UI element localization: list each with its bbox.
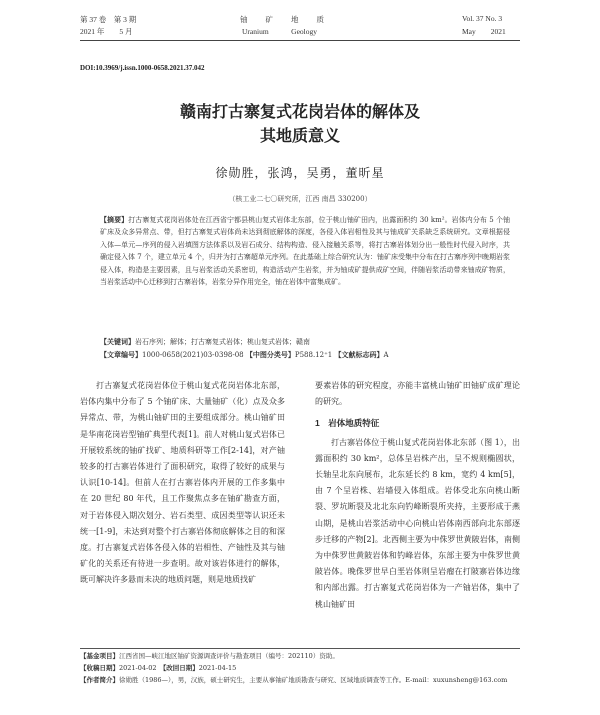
received-date: 2021-04-02 [119,664,157,672]
intro-continuation: 要素岩体的研究程度，亦能丰富桃山铀矿田铀矿成矿理论的研究。 [315,381,520,407]
section-heading-1: 1 岩体地质特征 [315,418,380,429]
revised-label: 【改回日期】 [162,664,199,672]
section-1-paragraph: 打古寨岩体位于桃山复式花岗岩体北东部（图 1），出露面积约 30 km²，总体呈岩株产出，呈不规则椭圆状，长轴呈北东向展布，北东延长约 8 km，宽约 4 km[5]，由 7 个呈岩株、岩墙侵入体组成。岩体受北东向桃山断裂、罗坑断裂及北北东向钓峰断裂所夹持，主要形成于燕山期，是桃山岩浆活动中心向桃山岩体南西部向北东部逐步迁移的产物[2]。北西侧主要为中侏罗世黄陂岩体，南侧为中侏罗世黄陂岩体和钓峰岩体，东部主要为中侏罗世黄陂岩体。晚侏罗世早白垩岩体则呈岩瘤在打陂寨岩体边缘和内部出露。打古寨复式花岗岩体为一产铀岩体，集中了桃山铀矿田 [315,437,520,609]
author-bio-label: 【作者简介】 [80,676,119,684]
keywords [100,336,510,348]
keywords-text: 岩石序列；解体；打古寨复式岩体；桃山复式岩体；赣南 [135,338,310,346]
clc-label: 【中图分类号】 [245,350,295,359]
received-label: 【收稿日期】 [80,664,119,672]
article-number-label: 【文章编号】 [100,350,142,359]
body-right-column [315,378,520,613]
title-line-2: 其地质意义 [259,126,340,145]
keywords-label: 【关键词】 [100,337,135,346]
footnote-fund [80,651,520,662]
revised-date: 2021-04-15 [198,664,237,672]
article-number: 1000-0658(2021)03-0398-08 [142,351,244,359]
clc-number: P588.12⁺1 [294,351,333,359]
footnote-dates [80,663,520,674]
header-volume: 第 37 卷 第 3 期 [80,15,137,24]
body-left-column [80,378,285,589]
header-date: 2021 年 5 月 [80,27,133,36]
header-volume-en: Vol. 37 No. 3 [462,14,503,23]
authors: 徐勋胜，张鸿，吴勇，董昕星 [215,166,385,180]
abstract-text: 打古寨复式花岗岩体处在江西省宁都县桃山复式岩体北东部，位于桃山铀矿田内，出露面积约 30 km²。岩体内分布 5 个铀矿床及众多异常点、带，但打古寨复式岩体尚未达到彻底解体的深度，各侵入体岩相性及其与铀成矿关系缺乏系统研究。文章根据侵入体—单元—序列的侵入岩填图方法体系以及岩石成分、结构构造、侵入接触关系等，将打古寨岩体划分出一般性时代侵入时序，共确定侵入体 7 个，建立单元 4 个，归并为打古寨超单元序列。在此基础上综合研究认为：铀矿床受集中分布在打古寨序列中晚期岩浆侵入体，构造是主要因素，且与岩浆活动关系密切，构造活动产生岩浆，并为铀成矿提供成矿空间，伴随岩浆活动带来铀成矿物质，当岩浆活动中心迁移到打古寨岩体，岩浆分异作用完全，铀在岩体中富集成矿。 [100,216,510,287]
abstract [100,214,510,288]
header-rule [80,40,520,41]
author-bio-text: 徐勋胜（1986—），男，汉族，硕士研究生，主要从事铀矿地质勘查与研究、区域地质调查等工作。E-mail：xuxunsheng@163.com [119,676,508,684]
affiliation: （核工业二七〇研究所，江西 南昌 330200） [228,195,372,203]
intro-paragraph: 打古寨复式花岗岩体位于桃山复式花岗岩体北东部，岩体内集中分布了 5 个铀矿床、大量铀矿（化）点及众多异常点、带，为桃山铀矿田的主要组成部分。桃山铀矿田是华南花岗岩型铀矿典型代表[1]。前人对桃山复式岩体已开展较系统的铀矿找矿、地质科研等工作[2-14]，对产铀较多的打古寨岩体进行了面积研究，取得了较好的成果与认识[10-14]。但前人在打古寨岩体内开展的工作多集中在 20 世纪 80 年代，且工作聚焦点多在铀矿勘查方面，对于岩体侵入期次划分、岩石类型、成因类型等认识还未统一[1-9]，未达到对整个打古寨岩体彻底解体之目的和深度。打古寨复式岩体各侵入体的岩相性、产铀性及其与铀矿化的关系还有待进一步查明。故对该岩体进行的解体，既可解决许多悬而未决的地质问题，则是地质找矿 [80,381,285,585]
fund-label: 【基金项目】 [80,652,119,660]
title-line-1: 赣南打古寨复式花岗岩体的解体及 [179,102,420,121]
header-journal-cn: 铀 矿 地 质 [240,15,325,24]
doc-code-label: 【文献标志码】 [334,350,384,359]
abstract-label: 【摘要】 [100,215,129,224]
header-date-en: May 2021 [462,27,506,36]
classification [100,350,510,360]
fund-text: 江西省国—峡江地区铀矿资源调查评价与勘查项目（编号：202110）资助。 [119,652,339,660]
footnote-rule [80,648,520,649]
doc-code: A [383,351,389,359]
header-journal-en: Uranium Geology [242,27,317,36]
doi: DOI:10.3969/j.issn.1000-0658.2021.37.042 [80,64,205,72]
footnote-author [80,675,520,686]
